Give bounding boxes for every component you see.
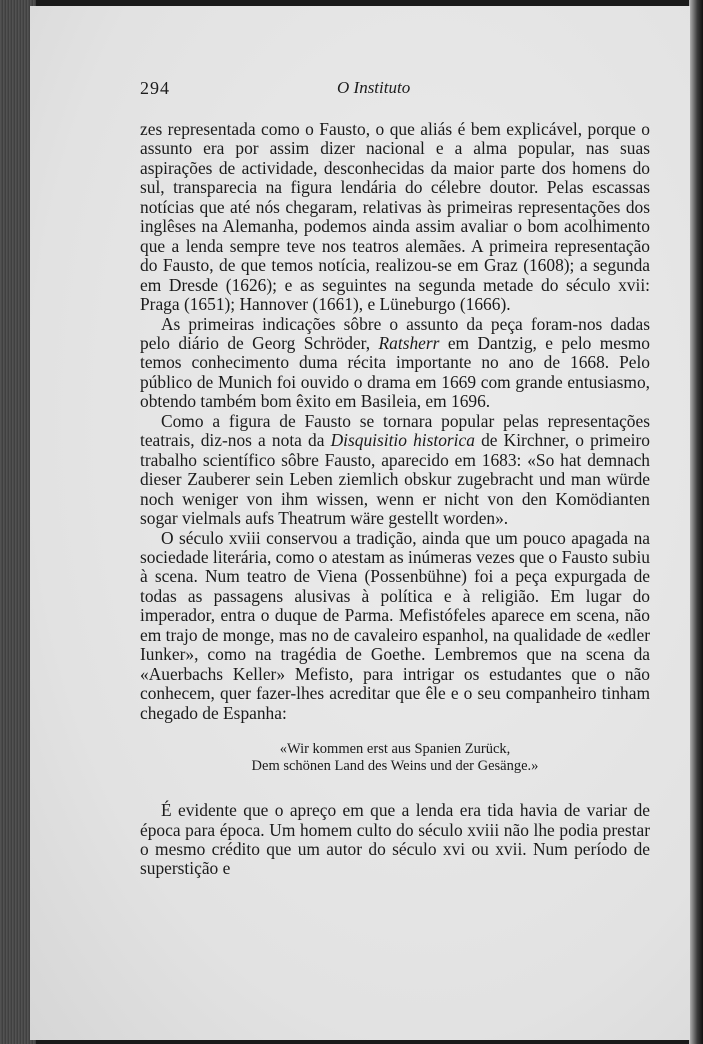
book-page-edge-right [689, 0, 703, 1044]
italic-title: Disquisitio historica [330, 430, 475, 451]
running-title: O Instituto [337, 78, 411, 97]
quote-line: «Wir kommen erst aus Spanien Zurück, [279, 741, 511, 758]
verse-quotation [140, 741, 650, 775]
paragraph [140, 801, 650, 879]
paragraph-text: de Kirchner, o primeiro trabalho scientífico sôbre Fausto, aparecido em 1683: «So hat demnach dieser Zauberer sein Leben ziemlich obskur zugebracht und man würde noch weniger von ihm wissen, wenn er nicht von den Komödianten sogar vielmals aufs Theatrum wäre gestellt worden». [140, 430, 650, 529]
page-number: 294 [140, 78, 170, 98]
paragraph-text: É evidente que o apreço em que a lenda era tida havia de variar de época para época. Um homem culto do século xviii não lhe podia prestar o mesmo crédito que um autor do século xvi ou xvii. Num período de superstição e [140, 800, 650, 879]
body-text [140, 120, 650, 879]
running-head [140, 78, 650, 100]
paragraph [140, 412, 650, 529]
paragraph-text: O século xviii conservou a tradição, ainda que um pouco apagada na sociedade literária, como o atestam as inúmeras vezes que o Fausto subiu à scena. Num teatro de Viena (Possenbühne) foi a peça expurgada de todas as passagens alusivas à política e à religião. Em lugar do imperador, entra o duque de Parma. Mefistófeles aparece em scena, não em trajo de monge, mas no de cavaleiro espanhol, na qualidade de «edler Iunker», como na tragédia de Goethe. Lembremos que na scena da «Auerbachs Keller» Mefisto, para intrigar os estudantes que o não conhecem, quer fazer-lhes acreditar que êle e o seu companheiro tinham chegado de Espanha: [140, 527, 650, 723]
paragraph-text: As primeiras indicações sôbre o assunto da peça foram-nos dadas pelo diário de Georg Schröder, [140, 313, 650, 353]
paragraph [140, 529, 650, 724]
paragraph-text: zes representada como o Fausto, o que aliás é bem explicável, porque o assunto era por assim dizer nacional e a alma popular, nas suas aspirações de actividade, desconhecidas da maior parte dos homens do sul, transparecia na figura lendária do célebre doutor. Pelas escassas notícias que até nós chegaram, relativas às primeiras representações dos inglêses na Alemanha, podemos ainda assim avaliar o bom acolhimento que a lenda sempre teve nos teatros alemães. A primeira representação do Fausto, de que temos notícia, realizou-se em Graz (1608); a segunda em Dresde (1626); e as seguintes na segunda metade do século xvii: Praga (1651); Hannover (1661), e Lüneburgo (1666). [140, 119, 650, 315]
paragraph [140, 120, 650, 315]
paragraph-text: Como a figura de Fausto se tornara popular pelas representações teatrais, diz-nos a nota da [140, 410, 650, 451]
paragraph [140, 315, 650, 412]
paragraph-text: em Dantzig, e pelo mesmo temos conhecimento duma récita importante no ano de 1668. Pelo público de Munich foi ouvido o drama em 1669 com grande entusiasmo, obtendo também bom êxito em Basileia, em 1696. [140, 332, 651, 412]
quote-line: Dem schönen Land des Weins und der Gesänge.» [251, 758, 539, 775]
italic-term: Ratsherr [378, 332, 440, 353]
